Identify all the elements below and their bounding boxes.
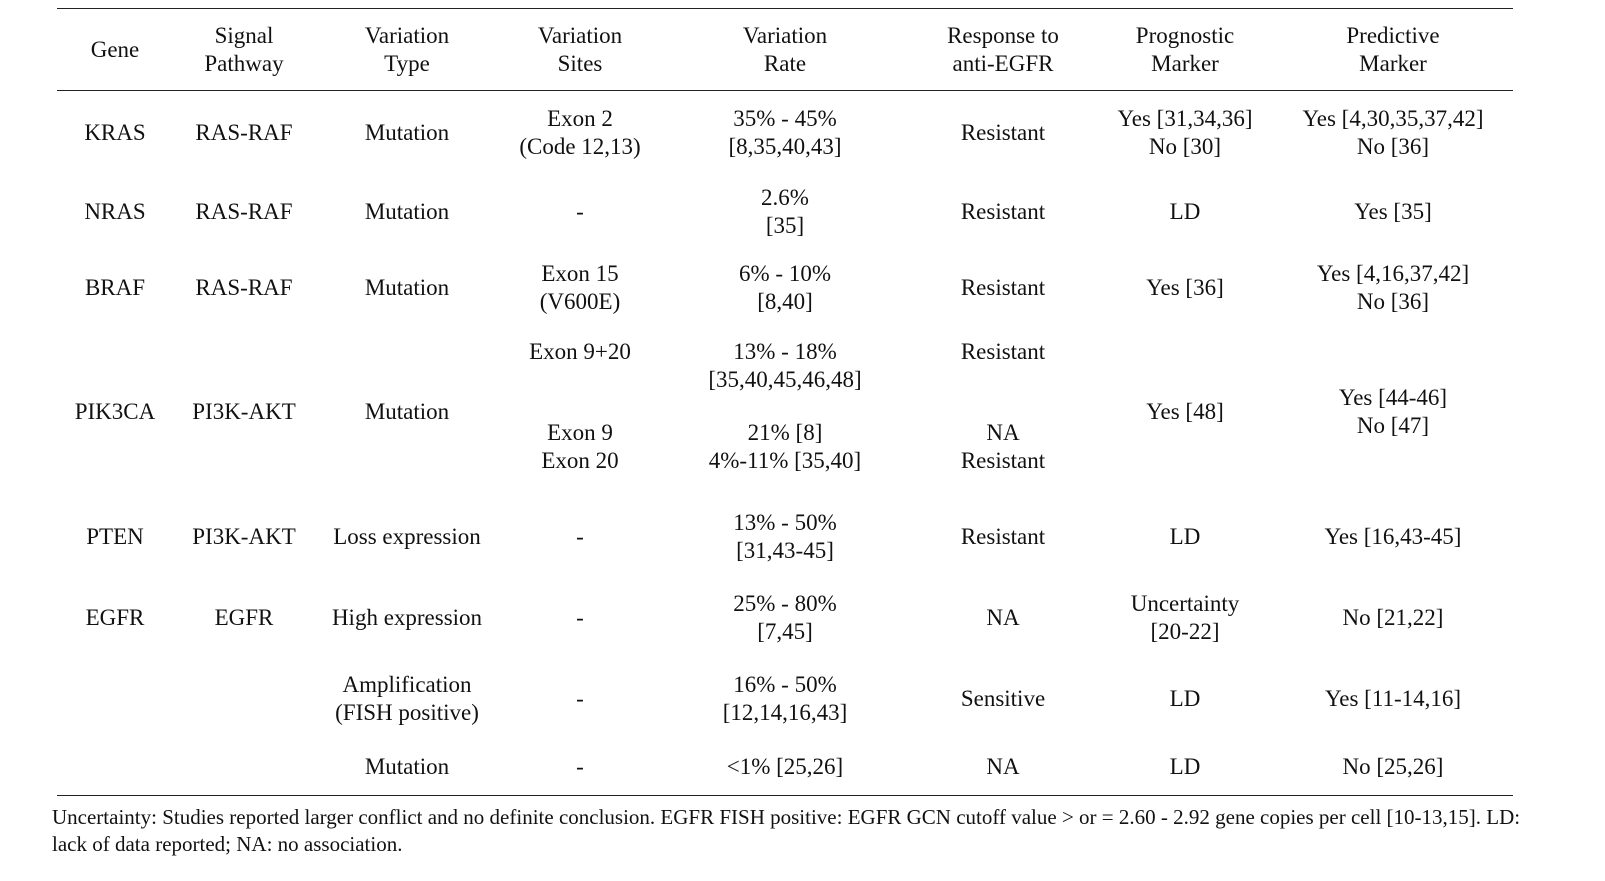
cell-variation-type: Mutation xyxy=(364,198,450,224)
cell-variation-sites: - xyxy=(576,685,584,711)
cell-variation-sites: Exon 2 (Code 12,13) xyxy=(519,106,641,160)
cell-gene: KRAS xyxy=(84,120,146,146)
biomarker-table xyxy=(57,8,1513,796)
cell-response: Resistant xyxy=(960,198,1046,224)
cell-variation-type: Mutation xyxy=(364,754,450,780)
cell-prognostic: LD xyxy=(1169,523,1201,549)
cell-variation-rate: 2.6% [35] xyxy=(761,184,809,238)
cell-response: NA xyxy=(986,604,1020,630)
cell-variation-type: Mutation xyxy=(364,398,450,424)
cell-predictive: Yes [44-46] No [47] xyxy=(1338,384,1448,438)
cell-prognostic: Yes [31,34,36] No [30] xyxy=(1117,106,1253,160)
cell-gene-empty xyxy=(57,658,173,740)
cell-variation-rate: 25% - 80% [7,45] xyxy=(733,590,837,644)
header-signal-pathway: Signal Pathway xyxy=(204,22,284,76)
cell-predictive: Yes [4,16,37,42] No [36] xyxy=(1316,260,1470,314)
cell-gene: EGFR xyxy=(85,604,145,630)
cell-variation-type: Mutation xyxy=(364,120,450,146)
cell-variation-rate: <1% [25,26] xyxy=(726,754,844,780)
cell-response: Sensitive xyxy=(960,685,1046,711)
table-row xyxy=(57,740,1513,796)
cell-variation-type: Loss expression xyxy=(333,523,481,549)
table-row xyxy=(57,578,1513,658)
table-row xyxy=(57,248,1513,328)
cell-prognostic: Yes [48] xyxy=(1146,398,1224,424)
header-row xyxy=(57,9,1513,91)
cell-predictive: Yes [16,43-45] xyxy=(1324,523,1462,549)
cell-response: Resistant xyxy=(960,523,1046,549)
cell-prognostic: Yes [36] xyxy=(1146,274,1224,300)
table-footnote: Uncertainty: Studies reported larger conflict and no definite conclusion. EGFR FISH positive: EGFR GCN cutoff value > or = 2.60 - 2.92 gene copies per cell [10-13,15]. LD: lack of data reported; NA: no association. xyxy=(52,805,1521,856)
cell-response: Resistant xyxy=(960,274,1046,300)
table-header xyxy=(57,9,1513,91)
header-gene: Gene xyxy=(90,36,140,62)
cell-gene: NRAS xyxy=(84,198,146,224)
cell-gene: PIK3CA xyxy=(74,398,156,424)
cell-pathway: PI3K-AKT xyxy=(192,398,296,424)
cell-predictive: Yes [35] xyxy=(1354,198,1432,224)
cell-response: Resistant xyxy=(960,120,1046,146)
cell-pathway: RAS-RAF xyxy=(195,120,293,146)
cell-response: NA Resistant xyxy=(960,419,1046,473)
cell-predictive: Yes [4,30,35,37,42] No [36] xyxy=(1302,106,1484,160)
cell-pathway: PI3K-AKT xyxy=(192,523,296,549)
cell-variation-sites: - xyxy=(576,198,584,224)
cell-variation-rate: 35% - 45% [8,35,40,43] xyxy=(728,106,842,160)
cell-variation-type: Mutation xyxy=(364,274,450,300)
cell-pathway: RAS-RAF xyxy=(195,274,293,300)
cell-predictive: No [25,26] xyxy=(1342,754,1444,780)
cell-variation-rate: 6% - 10% [8,40] xyxy=(739,260,831,314)
header-prognostic-marker: Prognostic Marker xyxy=(1135,22,1235,76)
cell-variation-sites: - xyxy=(576,604,584,630)
cell-prognostic: LD xyxy=(1169,198,1201,224)
cell-prognostic: Uncertainty [20-22] xyxy=(1130,590,1240,644)
table-row xyxy=(57,658,1513,740)
header-variation-rate: Variation Rate xyxy=(742,22,828,76)
cell-variation-sites: - xyxy=(576,523,584,549)
table-body xyxy=(57,91,1513,796)
cell-gene: PTEN xyxy=(86,523,144,549)
cell-variation-rate: 13% - 50% [31,43-45] xyxy=(733,509,837,563)
cell-gene-empty xyxy=(57,740,173,796)
table-row xyxy=(57,91,1513,176)
cell-variation-rate: 21% [8] 4%-11% [35,40] xyxy=(708,419,862,473)
cell-predictive: Yes [11-14,16] xyxy=(1324,685,1462,711)
header-variation-sites: Variation Sites xyxy=(537,22,623,76)
cell-prognostic: LD xyxy=(1169,754,1201,780)
cell-variation-sites: Exon 15 (V600E) xyxy=(539,260,621,314)
cell-variation-type: Amplification (FISH positive) xyxy=(335,671,479,725)
cell-predictive: No [21,22] xyxy=(1342,604,1444,630)
cell-variation-rate: 13% - 18% [35,40,45,46,48] xyxy=(708,338,862,392)
cell-variation-sites: Exon 9 Exon 20 xyxy=(541,419,619,473)
cell-response: NA xyxy=(986,754,1020,780)
cell-variation-type: High expression xyxy=(331,604,483,630)
table-row xyxy=(57,496,1513,578)
cell-variation-sites: Exon 9+20 xyxy=(529,338,631,364)
header-variation-type: Variation Type xyxy=(364,22,450,76)
biomarker-table-container xyxy=(57,8,1513,796)
cell-response: Resistant xyxy=(960,338,1046,364)
cell-prognostic: LD xyxy=(1169,685,1201,711)
cell-pathway-empty xyxy=(173,658,315,740)
header-predictive-marker: Predictive Marker xyxy=(1346,22,1440,76)
table-row xyxy=(57,328,1513,414)
cell-variation-rate: 16% - 50% [12,14,16,43] xyxy=(722,671,848,725)
table-row xyxy=(57,176,1513,248)
header-response: Response to anti-EGFR xyxy=(947,22,1059,76)
cell-pathway-empty xyxy=(173,740,315,796)
cell-pathway: EGFR xyxy=(214,604,274,630)
cell-variation-sites: - xyxy=(576,754,584,780)
cell-gene: BRAF xyxy=(84,274,146,300)
cell-pathway: RAS-RAF xyxy=(195,198,293,224)
